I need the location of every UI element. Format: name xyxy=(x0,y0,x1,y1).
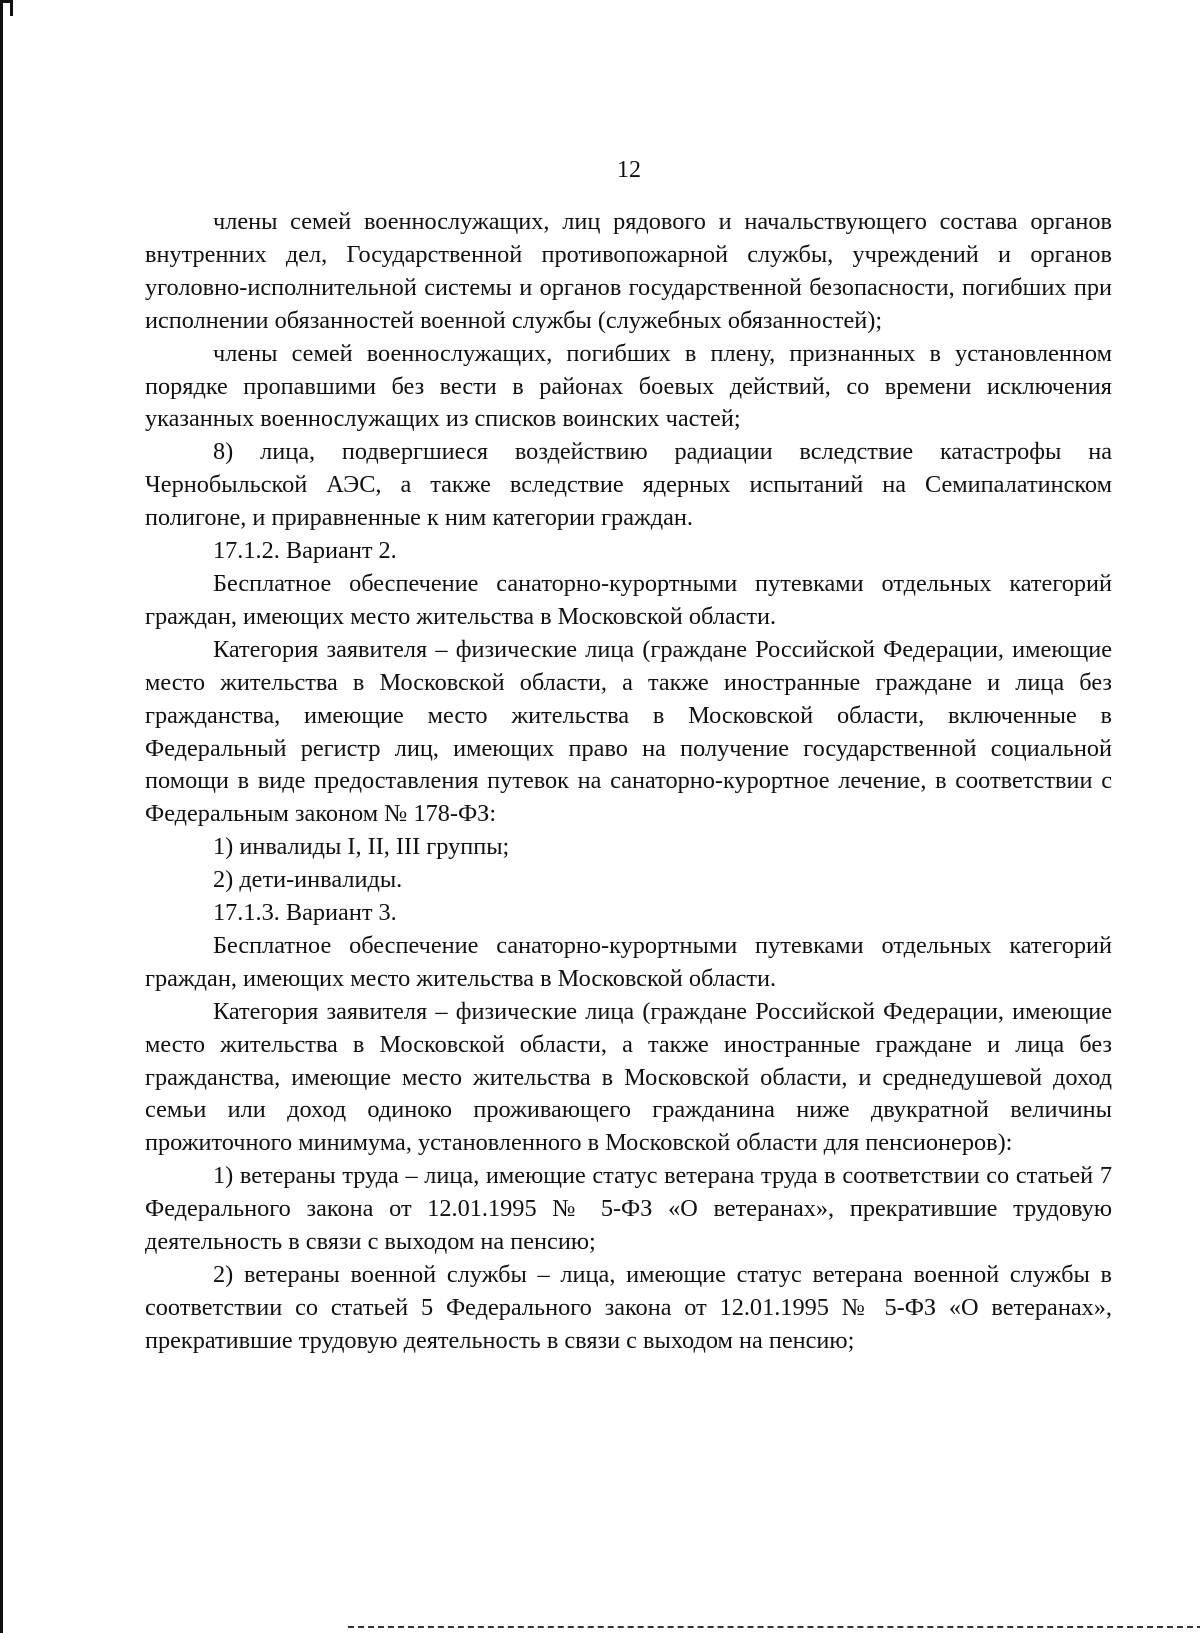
section-heading: 17.1.2. Вариант 2. xyxy=(213,537,397,565)
paragraph: Бесплатное обеспечение санаторно-курортными путевками отдельных категорий граждан, имеющих место жительства в Московской области. xyxy=(145,931,1112,992)
list-item: 2) дети-инвалиды. xyxy=(213,866,403,894)
paragraph: Категория заявителя – физические лица (граждане Российской Федерации, имеющие место жительства в Московской области, а также иностранные граждане и лица без гражданства, имеющие место жительства в Московской области, и среднедушевой доход семьи или доход одиноко проживающего гражданина ниже двукратной величины прожиточного минимума, установленного в Московской области для пенсионеров): xyxy=(145,997,1112,1157)
paragraph: Бесплатное обеспечение санаторно-курортными путевками отдельных категорий граждан, имеющих место жительства в Московской области. xyxy=(145,569,1112,630)
section-heading: 17.1.3. Вариант 3. xyxy=(213,899,397,927)
scan-corner-mark xyxy=(3,0,13,16)
paragraph: члены семей военнослужащих, погибших в плену, признанных в установленном порядке пропавшими без вести в районах боевых действий, со времени исключения указанных военнослужащих из списков воинских частей; xyxy=(145,339,1112,433)
list-item: 1) ветераны труда – лица, имеющие статус ветерана труда в соответствии со статьей 7 Федерального закона от 12.01.1995 № 5-ФЗ «О ветеранах», прекратившие трудовую деятельность в связи с выходом на пенсию; xyxy=(145,1162,1112,1256)
paragraph: 8) лица, подвергшиеся воздействию радиации вследствие катастрофы на Чернобыльской АЭС, а также вследствие ядерных испытаний на Семипалатинском полигоне, и приравненные к ним категории граждан. xyxy=(145,438,1112,532)
page-number: 12 xyxy=(617,157,641,183)
paragraph: члены семей военнослужащих, лиц рядового и начальствующего состава органов внутренних дел, Государственной противопожарной службы, учреждений и органов уголовно-исполнительной системы и органов государственной безопасности, погибших при исполнении обязанностей военной службы (служебных обязанностей); xyxy=(145,208,1112,334)
list-item: 1) инвалиды I, II, III группы; xyxy=(213,833,510,861)
document-body xyxy=(145,206,1112,1358)
paragraph: Категория заявителя – физические лица (граждане Российской Федерации, имеющие место жительства в Московской области, а также иностранные граждане и лица без гражданства, имеющие место жительства в Московской области, включенные в Федеральный регистр лиц, имеющих право на получение государственной социальной помощи в виде предоставления путевок на санаторно-курортное лечение, в соответствии с Федеральным законом № 178-ФЗ: xyxy=(145,635,1112,828)
list-item: 2) ветераны военной службы – лица, имеющие статус ветерана военной службы в соответствии со статьей 5 Федерального закона от 12.01.1995 № 5-ФЗ «О ветеранах», прекратившие трудовую деятельность в связи с выходом на пенсию; xyxy=(145,1261,1112,1354)
scan-edge-line xyxy=(348,1626,1200,1628)
